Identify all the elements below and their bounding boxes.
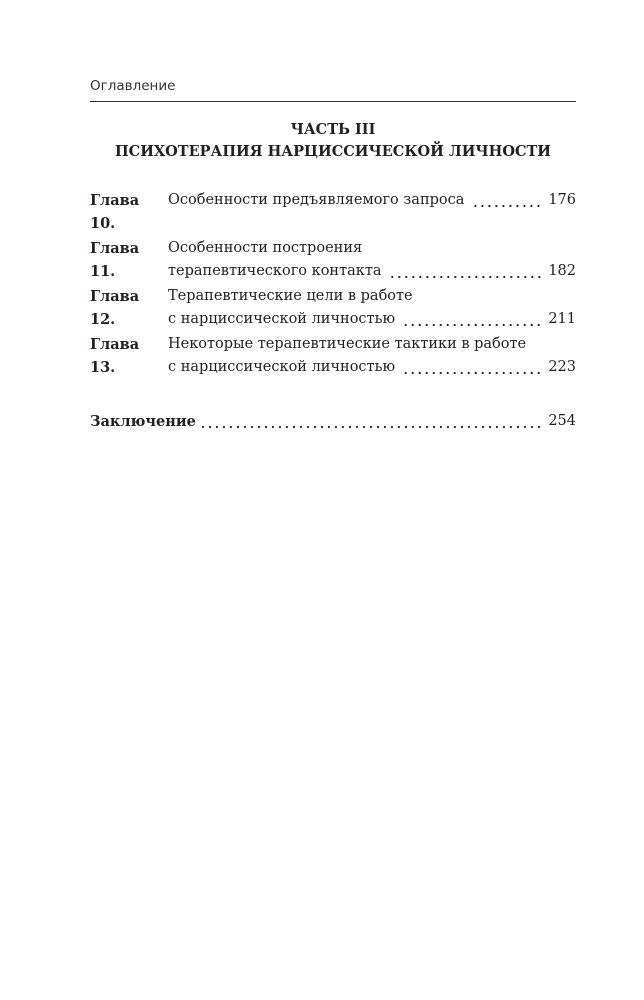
chapter-title-cont: с нарциссической личностью <box>168 311 396 327</box>
page-number: 182 <box>548 263 576 279</box>
page-number: 176 <box>548 192 576 208</box>
conclusion-label: Заключение <box>90 413 196 430</box>
chapter-label: Глава 12. <box>90 288 140 328</box>
page-number: 254 <box>548 413 576 429</box>
chapter-title-cont: терапевтического контакта <box>168 263 382 279</box>
part-number: ЧАСТЬ III <box>290 121 376 138</box>
chapter-title: Особенности предъявляемого запроса <box>168 192 465 208</box>
table-of-contents <box>90 189 576 381</box>
toc-entry-10[interactable] <box>90 189 576 235</box>
toc-entry-13[interactable] <box>90 333 576 379</box>
chapter-title: Некоторые терапевтические тактики в работе <box>168 336 527 352</box>
chapter-label: Глава 13. <box>90 336 140 376</box>
dot-leader <box>401 308 542 331</box>
chapter-label: Глава 10. <box>90 192 140 232</box>
dot-leader <box>470 189 542 212</box>
toc-entry-12[interactable] <box>90 285 576 331</box>
dot-leader <box>388 260 543 283</box>
part-title: ПСИХОТЕРАПИЯ НАРЦИССИЧЕСКОЙ ЛИЧНОСТИ <box>114 143 552 160</box>
running-header: Оглавление <box>90 78 176 94</box>
chapter-title: Особенности построения <box>168 240 363 256</box>
toc-entry-11[interactable] <box>90 237 576 283</box>
page-number: 223 <box>548 359 576 375</box>
dot-leader <box>401 356 542 379</box>
toc-entry-conclusion[interactable] <box>90 410 576 433</box>
chapter-title: Терапевтические цели в работе <box>168 288 413 304</box>
page-number: 211 <box>548 311 576 327</box>
chapter-title-cont: с нарциссической личностью <box>168 359 396 375</box>
header-rule <box>90 101 576 102</box>
dot-leader <box>202 410 542 433</box>
chapter-label: Глава 11. <box>90 240 140 280</box>
